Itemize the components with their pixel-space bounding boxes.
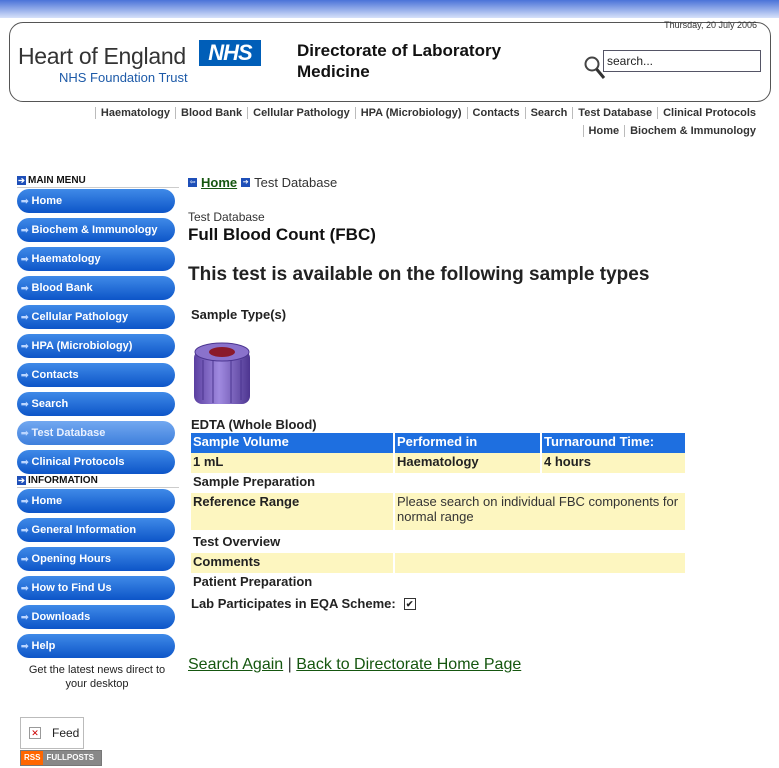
broken-image-icon: ✕ bbox=[29, 727, 41, 739]
topnav-contacts[interactable]: Contacts bbox=[467, 107, 525, 119]
sidebar-item-general-information[interactable]: ➡ General Information bbox=[17, 518, 175, 542]
eqa-label: Lab Participates in EQA Scheme: bbox=[191, 596, 396, 611]
rss-badge-label: RSS bbox=[21, 751, 43, 765]
search-input[interactable] bbox=[603, 50, 761, 72]
sidebar-item-how-to-find-us[interactable]: ➡ How to Find Us bbox=[17, 576, 175, 600]
topnav-haematology[interactable]: Haematology bbox=[95, 107, 175, 119]
feed-link[interactable] bbox=[20, 717, 84, 749]
table-row bbox=[191, 530, 685, 553]
topnav-biochem-immunology[interactable]: Biochem & Immunology bbox=[624, 125, 761, 137]
header-sample-volume: Sample Volume bbox=[191, 433, 393, 453]
table-row bbox=[191, 493, 685, 530]
arrow-icon: ➔ bbox=[18, 176, 25, 185]
rss-badge-type: FULLPOSTS bbox=[43, 751, 101, 765]
org-logo-text: Heart of England bbox=[18, 43, 186, 69]
main-content bbox=[188, 172, 688, 674]
value-sample-volume: 1 mL bbox=[191, 453, 393, 473]
topnav-cellular-pathology[interactable]: Cellular Pathology bbox=[247, 107, 355, 119]
link-separator: | bbox=[287, 656, 292, 673]
sample-type-name: EDTA (Whole Blood) bbox=[191, 417, 317, 432]
news-text: Get the latest news direct to your desktop bbox=[28, 664, 166, 690]
arrow-icon: ➔ bbox=[18, 476, 25, 485]
topnav-test-database[interactable]: Test Database bbox=[572, 107, 657, 119]
sidebar-item-haematology[interactable]: ➡ Haematology bbox=[17, 247, 175, 271]
test-details-table bbox=[189, 433, 687, 593]
header-date: Thursday, 20 July 2006 bbox=[664, 20, 757, 30]
sidebar-item-info-home[interactable]: ➡ Home bbox=[17, 489, 175, 513]
test-overview-label: Test Overview bbox=[193, 534, 281, 549]
main-menu-heading: ➔ MAIN MENU bbox=[17, 174, 179, 188]
availability-heading: This test is available on the following sample types bbox=[188, 264, 650, 285]
sidebar-item-biochem-immunology[interactable]: ➡ Biochem & Immunology bbox=[17, 218, 175, 242]
breadcrumb-home-link[interactable]: Home bbox=[201, 174, 238, 190]
reference-range-label: Reference Range bbox=[191, 493, 393, 530]
back-to-directorate-link[interactable]: Back to Directorate Home Page bbox=[296, 656, 522, 673]
table-header-row bbox=[191, 433, 685, 453]
directorate-title: Directorate of Laboratory Medicine bbox=[297, 41, 502, 81]
nhs-logo: NHS bbox=[199, 40, 261, 66]
topnav-clinical-protocols[interactable]: Clinical Protocols bbox=[657, 107, 761, 119]
home-arrow-icon: ⇦ bbox=[189, 178, 196, 186]
sidebar-item-clinical-protocols[interactable]: ➡ Clinical Protocols bbox=[17, 450, 175, 474]
eqa-checkbox[interactable]: ✔ bbox=[404, 598, 416, 610]
page-title: Full Blood Count (FBC) bbox=[188, 225, 376, 244]
header-turnaround-time: Turnaround Time: bbox=[542, 433, 685, 453]
sidebar-item-cellular-pathology[interactable]: ➡ Cellular Pathology bbox=[17, 305, 175, 329]
top-gradient-band bbox=[0, 0, 779, 18]
eqa-row bbox=[191, 596, 688, 611]
value-turnaround-time: 4 hours bbox=[542, 453, 685, 473]
table-row bbox=[191, 553, 685, 573]
table-row bbox=[191, 473, 685, 493]
topnav-hpa-microbiology[interactable]: HPA (Microbiology) bbox=[355, 107, 467, 119]
table-row bbox=[191, 573, 685, 593]
value-performed-in: Haematology bbox=[395, 453, 540, 473]
sidebar-item-downloads[interactable]: ➡ Downloads bbox=[17, 605, 175, 629]
section-label: Test Database bbox=[188, 210, 265, 224]
sidebar-item-test-database[interactable]: ➡ Test Database bbox=[17, 421, 175, 445]
breadcrumb-arrow-icon: ➔ bbox=[242, 178, 249, 186]
top-navigation bbox=[61, 104, 761, 140]
rss-badge[interactable] bbox=[20, 750, 102, 766]
feed-label: Feed bbox=[52, 726, 80, 740]
footer-links bbox=[188, 656, 688, 674]
sidebar-item-home[interactable]: ➡ Home bbox=[17, 189, 175, 213]
topnav-search[interactable]: Search bbox=[525, 107, 573, 119]
sidebar-item-help[interactable]: ➡ Help bbox=[17, 634, 175, 658]
sidebar-item-blood-bank[interactable]: ➡ Blood Bank bbox=[17, 276, 175, 300]
reference-range-value: Please search on individual FBC components for normal range bbox=[395, 493, 685, 530]
information-heading: ➔ INFORMATION bbox=[17, 474, 179, 488]
sample-types-label: Sample Type(s) bbox=[191, 307, 287, 322]
breadcrumb-current: Test Database bbox=[254, 174, 338, 190]
sidebar bbox=[17, 174, 179, 691]
sidebar-item-contacts[interactable]: ➡ Contacts bbox=[17, 363, 175, 387]
search-again-link[interactable]: Search Again bbox=[188, 656, 284, 673]
sidebar-item-search[interactable]: ➡ Search bbox=[17, 392, 175, 416]
sidebar-item-opening-hours[interactable]: ➡ Opening Hours bbox=[17, 547, 175, 571]
comments-label: Comments bbox=[191, 553, 393, 573]
comments-value bbox=[395, 553, 685, 573]
header-performed-in: Performed in bbox=[395, 433, 540, 453]
topnav-blood-bank[interactable]: Blood Bank bbox=[175, 107, 247, 119]
topnav-home[interactable]: Home bbox=[583, 125, 625, 137]
org-logo-subtitle: NHS Foundation Trust bbox=[59, 70, 188, 85]
breadcrumb bbox=[188, 172, 688, 192]
patient-preparation-label: Patient Preparation bbox=[193, 574, 313, 589]
sidebar-item-hpa-microbiology[interactable]: ➡ HPA (Microbiology) bbox=[17, 334, 175, 358]
sample-preparation-label: Sample Preparation bbox=[193, 474, 316, 489]
edta-tube-image bbox=[191, 340, 253, 408]
table-row bbox=[191, 453, 685, 473]
